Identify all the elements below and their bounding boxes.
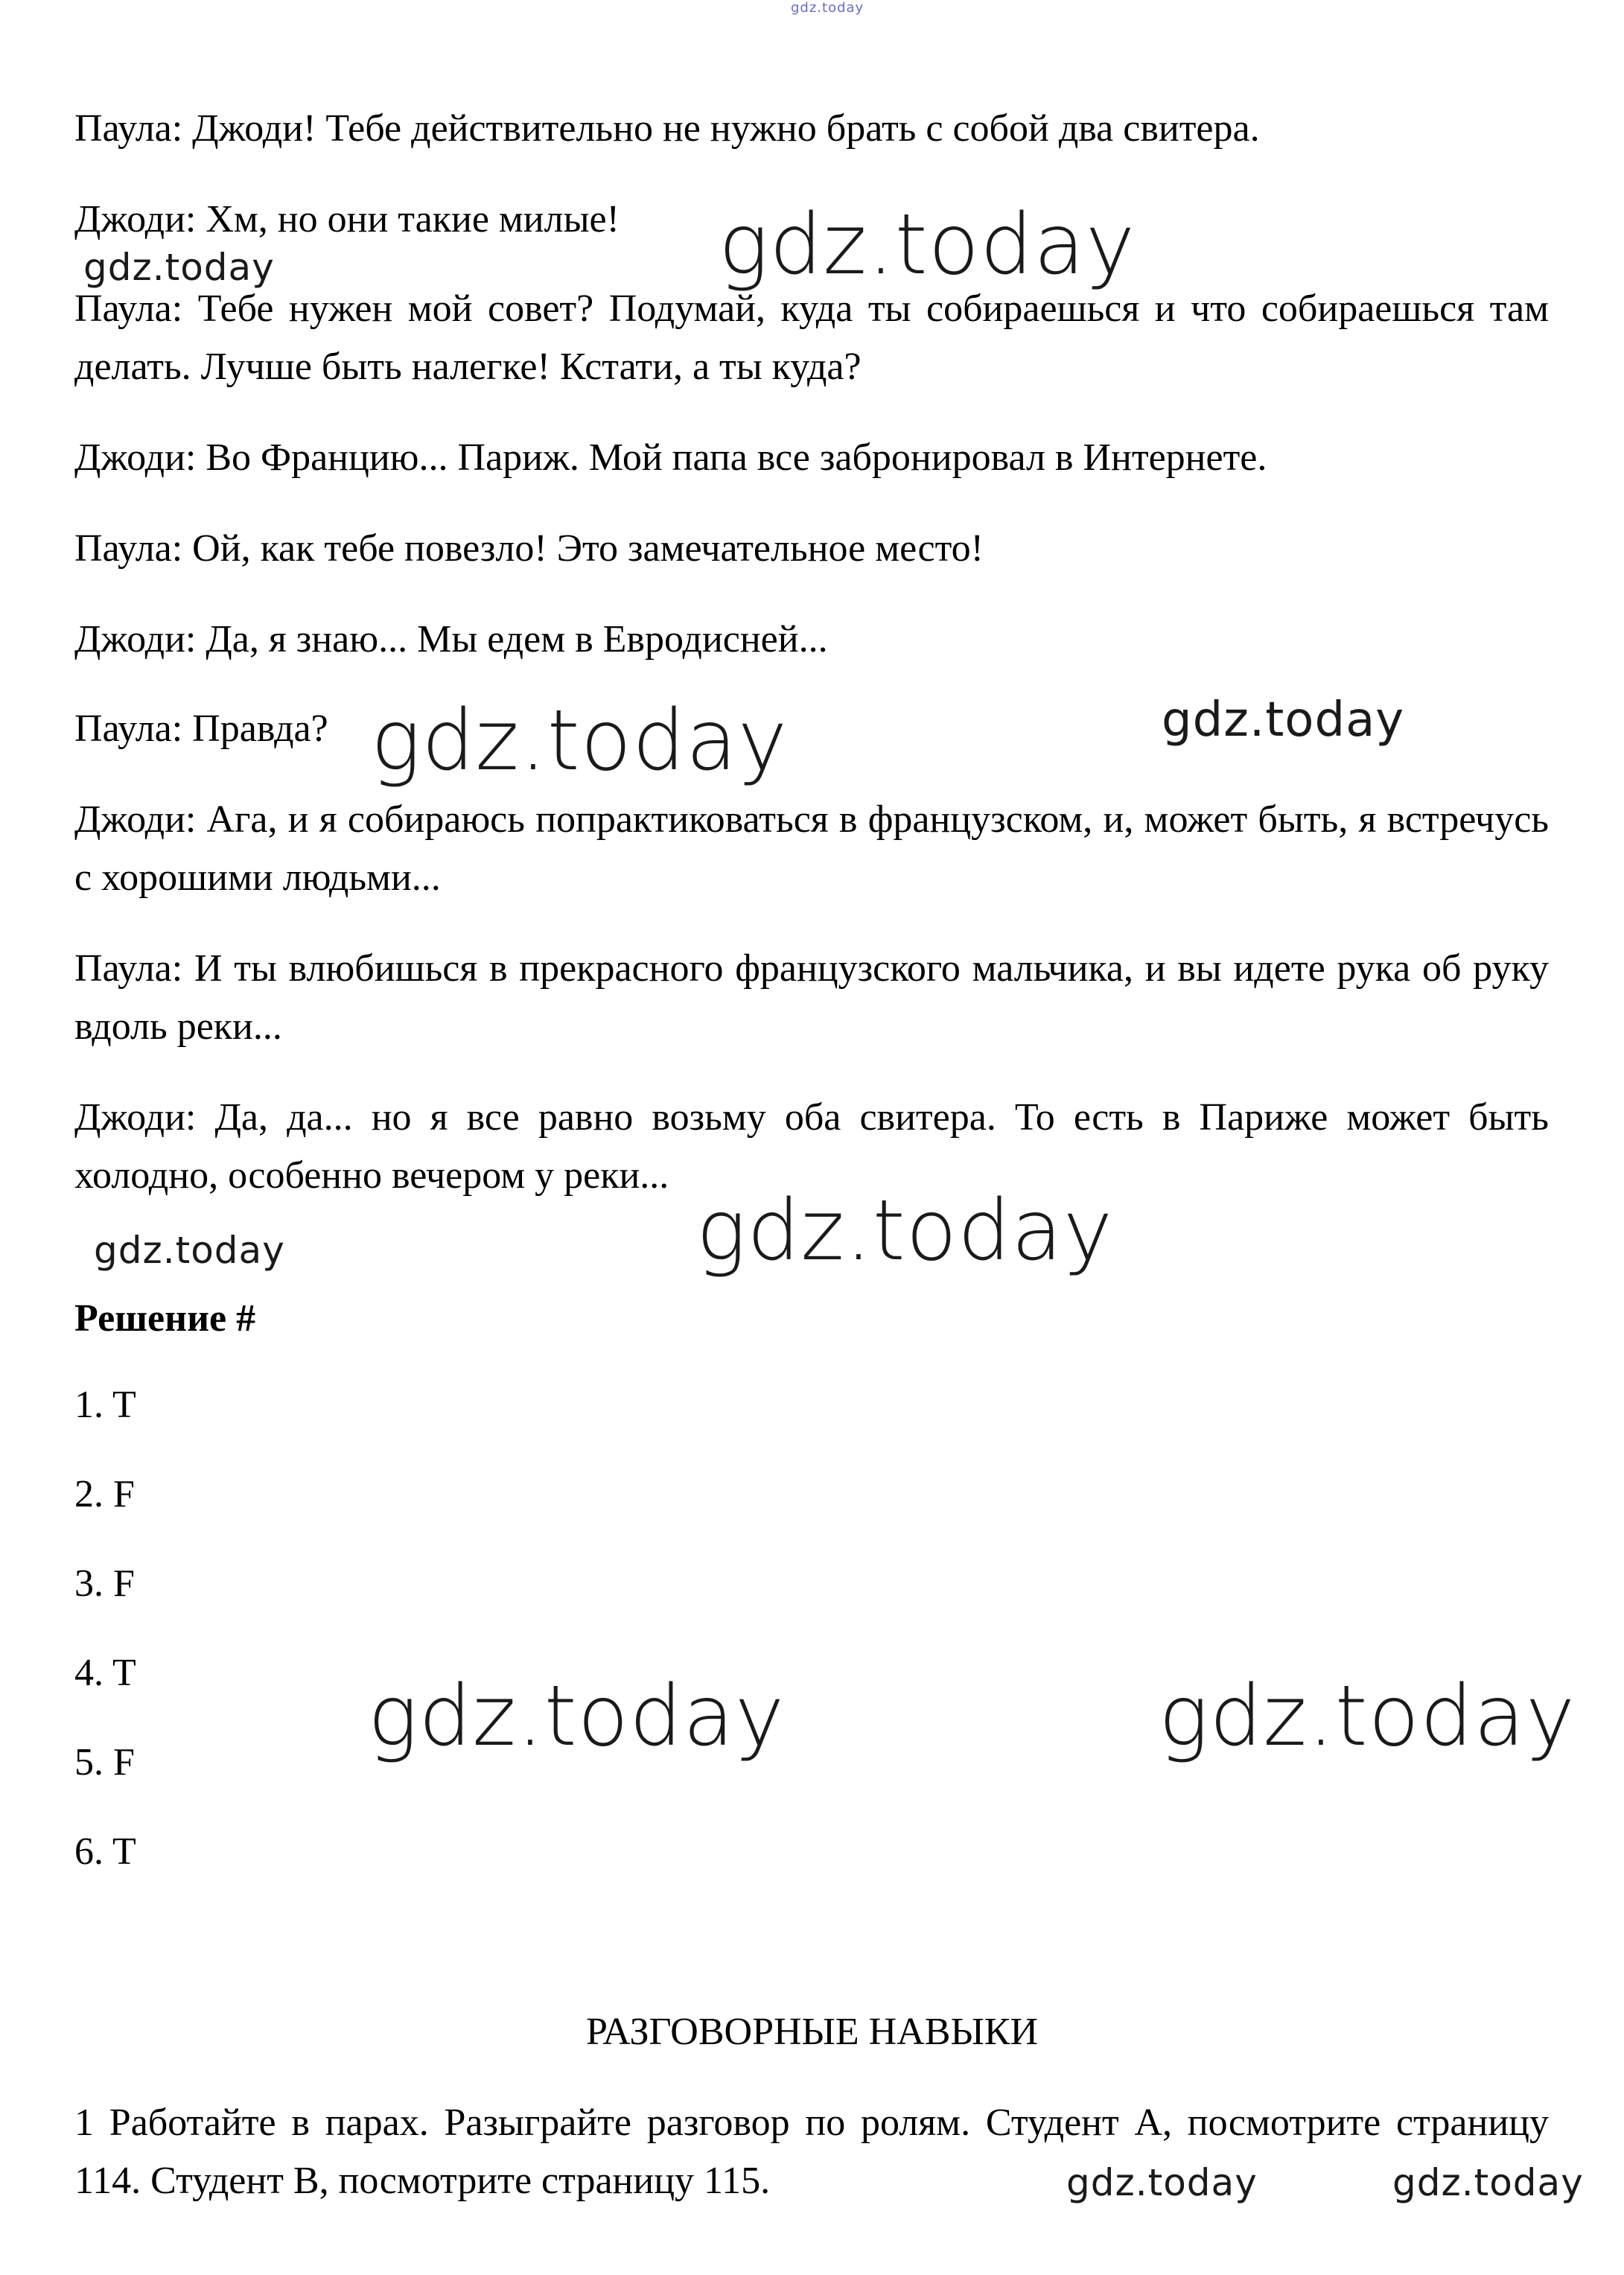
dialogue-line: Паула: Правда? <box>74 707 328 750</box>
answer-item: 3. F <box>74 1562 135 1605</box>
watermark: gdz.today <box>83 246 275 289</box>
watermark: gdz.today <box>696 1183 1114 1279</box>
answer-item: 1. T <box>74 1384 136 1426</box>
dialogue-line: Джоди: Во Францию... Париж. Мой папа все забронировал в Интернете. <box>74 436 1267 479</box>
watermark: gdz.today <box>1066 2161 1258 2204</box>
dialogue-line: Паула: Ой, как тебе повезло! Это замечательное место! <box>74 527 984 570</box>
watermark-top: gdz.today <box>791 0 864 16</box>
answer-item: 4. T <box>74 1652 136 1694</box>
dialogue-line: Паула: И ты влюбишься в прекрасного французского мальчика, и вы идете рука об руку вдоль реки... <box>74 947 1549 1048</box>
dialogue-line: Джоди: Да, я знаю... Мы едем в Евродисней... <box>74 618 828 661</box>
answer-item: 2. F <box>74 1473 135 1515</box>
dialogue-line: Джоди: Да, да... но я все равно возьму оба свитера. То есть в Париже может быть холодно, особенно вечером у реки... <box>74 1096 1549 1197</box>
dialogue-line: Паула: Тебе нужен мой совет? Подумай, куда ты собираешься и что собираешься там делать. Лучше быть налегке! Кстати, а ты куда? <box>74 287 1549 388</box>
watermark: gdz.today <box>1162 693 1405 748</box>
dialogue-line: Паула: Джоди! Тебе действительно не нужно брать с собой два свитера. <box>74 107 1260 150</box>
watermark: gdz.today <box>368 1668 786 1765</box>
dialogue-line: Джоди: Ага, и я собираюсь попрактиковаться в французском, и, может быть, я встречусь с хорошими людьми... <box>74 798 1549 899</box>
watermark: gdz.today <box>1392 2161 1584 2204</box>
task-text: 1 Работайте в парах. Разыграйте разговор по ролям. Студент А, посмотрите страницу 114. Студент В, посмотрите страницу 115. <box>74 2101 1549 2202</box>
watermark: gdz.today <box>371 693 789 789</box>
solution-heading: Решение # <box>74 1297 256 1340</box>
answer-item: 6. T <box>74 1830 136 1873</box>
dialogue-line: Джоди: Хм, но они такие милые! <box>74 198 620 241</box>
watermark: gdz.today <box>94 1229 285 1272</box>
watermark: gdz.today <box>719 197 1136 293</box>
watermark: gdz.today <box>1159 1668 1576 1765</box>
section-title: РАЗГОВОРНЫЕ НАВЫКИ <box>585 2011 1039 2053</box>
answer-item: 5. F <box>74 1741 135 1784</box>
